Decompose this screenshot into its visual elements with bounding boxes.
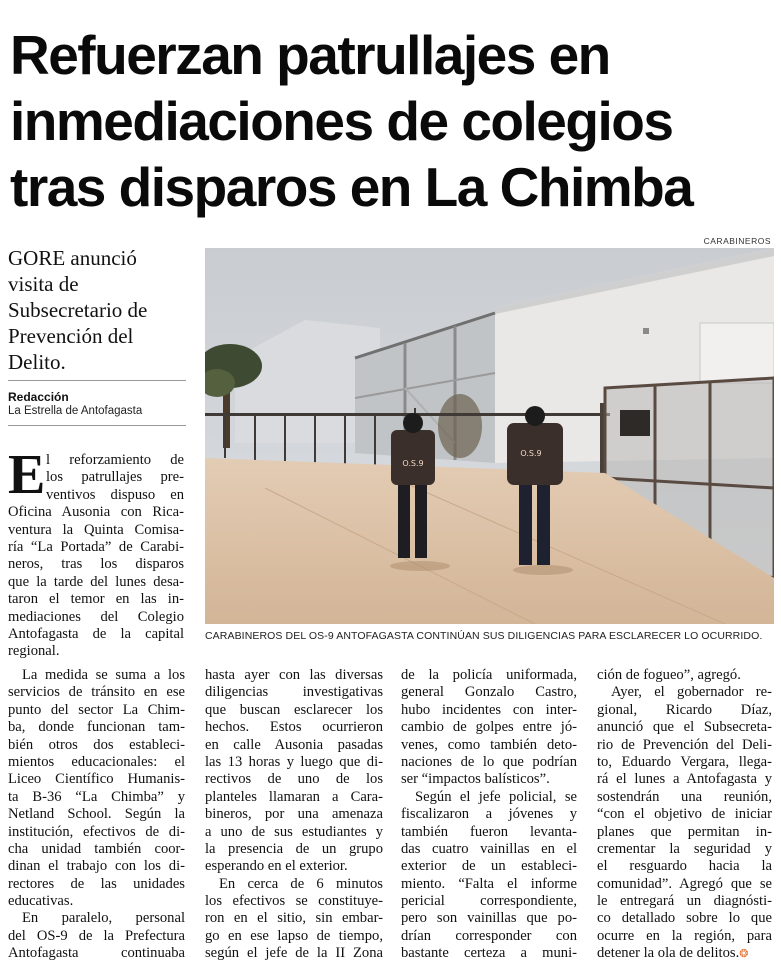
text-line: de la policía uniformada, [401,667,577,683]
text-line: punto del sector La Chim- [8,701,185,718]
text-line: servicios de tránsito en ese [8,684,185,701]
deck-line: Delito. [8,350,66,374]
text-line: en calle Ausonia pasadas [205,736,383,753]
text-line: comunidad”. Agregó que se [597,875,772,892]
text-line: Antofagasta de la capital [8,625,184,642]
column-1-bottom [8,667,185,963]
text-line: ron en el sitio, sin embar- [205,910,383,927]
text-line: según el jefe de la II Zona [205,945,383,962]
divider [8,425,186,426]
text-line: rectivos de uno de los [205,771,383,788]
text-line: das cuatro vainillas en el [401,840,577,857]
text-line: planes que permitan in- [597,823,772,840]
text-line: “con el objetivo de iniciar [597,806,772,823]
text-line: rectores de las unidades [8,875,185,892]
text-line: Según el jefe policial, se [415,788,577,805]
drop-cap: E [8,444,46,506]
text-line: dinan el trabajo con los di- [8,858,185,875]
column-2 [205,667,383,963]
text-line: rio de Prevención del Deli- [597,736,772,753]
text-line: esperando en el exterior. [205,858,348,875]
text-line: naciones de lo que podrían [401,753,577,770]
text-line: Liceo Científico Humanis- [8,771,185,788]
photo-credit: CARABINEROS [703,236,771,246]
text-line: gional, Ricardo Díaz, [597,701,772,718]
text-line: los efectivos se constituye- [205,893,383,910]
text-line: l reforzamiento de [46,452,184,468]
text-line: del OS-9 de la Prefectura [8,927,185,944]
text-line: le entregará un diagnósti- [597,893,772,910]
column-4 [597,667,772,963]
text-line: exterior de un estableci- [401,858,577,875]
text-line: planteles llamaran a Cara- [205,788,383,805]
text-line: hasta ayer con las diversas [205,667,383,683]
text-line: el resguardo hacia la [597,858,772,875]
deck-line: visita de [8,272,79,296]
text-line: cha unidad también coor- [8,840,185,857]
text-line: miento. “Falta el informe [401,875,577,892]
text-line: mediaciones del Colegio [8,608,184,625]
column-1-top [8,452,184,661]
headline-line: tras disparos en La Chimba [10,156,693,218]
text-line: ser “impactos balísticos”. [401,771,550,788]
text-line: pero son vainillas que po- [401,910,577,927]
text-line: rá el lunes a Antofagasta y [597,771,772,788]
text-line: La medida se suma a los [22,667,185,683]
headline-line: inmediaciones de colegios [10,90,673,152]
text-line: crementar la seguridad y [597,840,772,857]
text-line: go en ese lapso de tiempo, [205,927,383,944]
text-line: regional. [8,643,60,660]
headline-line: Refuerzan patrullajes en [10,24,610,86]
text-line: general Gonzalo Castro, [401,684,577,701]
text-line: ría “La Portada” de Carabi- [8,538,184,555]
text-line: ocurre en la región, para [597,927,772,944]
text-line: Antofagasta continuaba [8,945,185,962]
text-line: sostendrán una reunión, [597,788,772,805]
text-line: ba, donde funcionan tam- [8,719,185,736]
vest-label: O.S.9 [402,459,424,468]
text-line: Ayer, el gobernador re- [611,684,772,701]
text-line: neros, tras los disparos [8,556,184,573]
text-line: taron el temor en las in- [8,591,184,608]
text-line: que buscan esclarecer los [205,701,383,718]
text-line-last: detener la ola de delitos. [597,945,740,962]
text-line: co detallado sobre lo que [597,910,772,927]
text-line: que la tarde del lunes desa- [8,573,184,590]
text-line: bastante certeza a muni- [401,945,577,962]
text-line: Netland School. Según la [8,806,185,823]
byline [8,390,142,418]
text-line: educativas. [8,893,74,910]
text-line: En paralelo, personal [22,910,185,927]
text-line: a uno de sus estudiantes y [205,823,383,840]
text-line: anunció que el Subsecreta- [597,719,772,736]
text-line: pericial correspondiente, [401,893,577,910]
text-line: bién otros dos estableci- [8,736,185,753]
text-line: Oficina Ausonia con Rica- [8,504,184,521]
text-line: fiscalizaron a jóvenes y [401,806,577,823]
deck-line: GORE anunció [8,246,137,270]
vest-label: O.S.9 [520,449,542,458]
text-line: cambio de golpes entre jó- [401,719,577,736]
text-line: ta B-36 “La Chimba” y [8,788,185,805]
divider [8,380,186,381]
author: Redacción [8,390,69,404]
text-line [597,945,772,962]
text-line: institución, efectivos de di- [8,823,185,840]
column-3 [401,667,577,963]
text-line: drían corresponder con [401,927,577,944]
text-line: hubo incidentes con inter- [401,701,577,718]
headline [10,22,775,220]
deck [8,245,193,375]
text-line: to, Eduardo Vergara, llega- [597,753,772,770]
text-line: ventivos dispuso en [46,486,184,503]
text-line: la presencia de un grupo [205,840,383,857]
end-mark-icon: ❂ [739,947,749,961]
deck-line: Subsecretario de [8,298,148,322]
news-photo [205,248,774,624]
text-line: mientos educacionales: el [8,753,185,770]
text-line: las 13 horas y luego que di- [205,753,383,770]
photo-caption: CARABINEROS DEL OS-9 ANTOFAGASTA CONTINÚAN SUS DILIGENCIAS PARA ESCLARECER LO OCURRIDO. [205,630,763,642]
text-line: ción de fogueo”, agregó. [597,667,741,683]
text-line: los patrullajes pre- [46,469,184,486]
text-line: diligencias investigativas [205,684,383,701]
text-line: también fueron levanta- [401,823,577,840]
text-line: En cerca de 6 minutos [219,875,383,892]
text-line: venes, como también deto- [401,736,577,753]
text-line: bineros, por una amenaza [205,806,383,823]
text-line: hechos. Estos ocurrieron [205,719,383,736]
deck-line: Prevención del [8,324,134,348]
outlet: La Estrella de Antofagasta [8,405,143,417]
text-line: ventura la Quinta Comisa- [8,521,184,538]
